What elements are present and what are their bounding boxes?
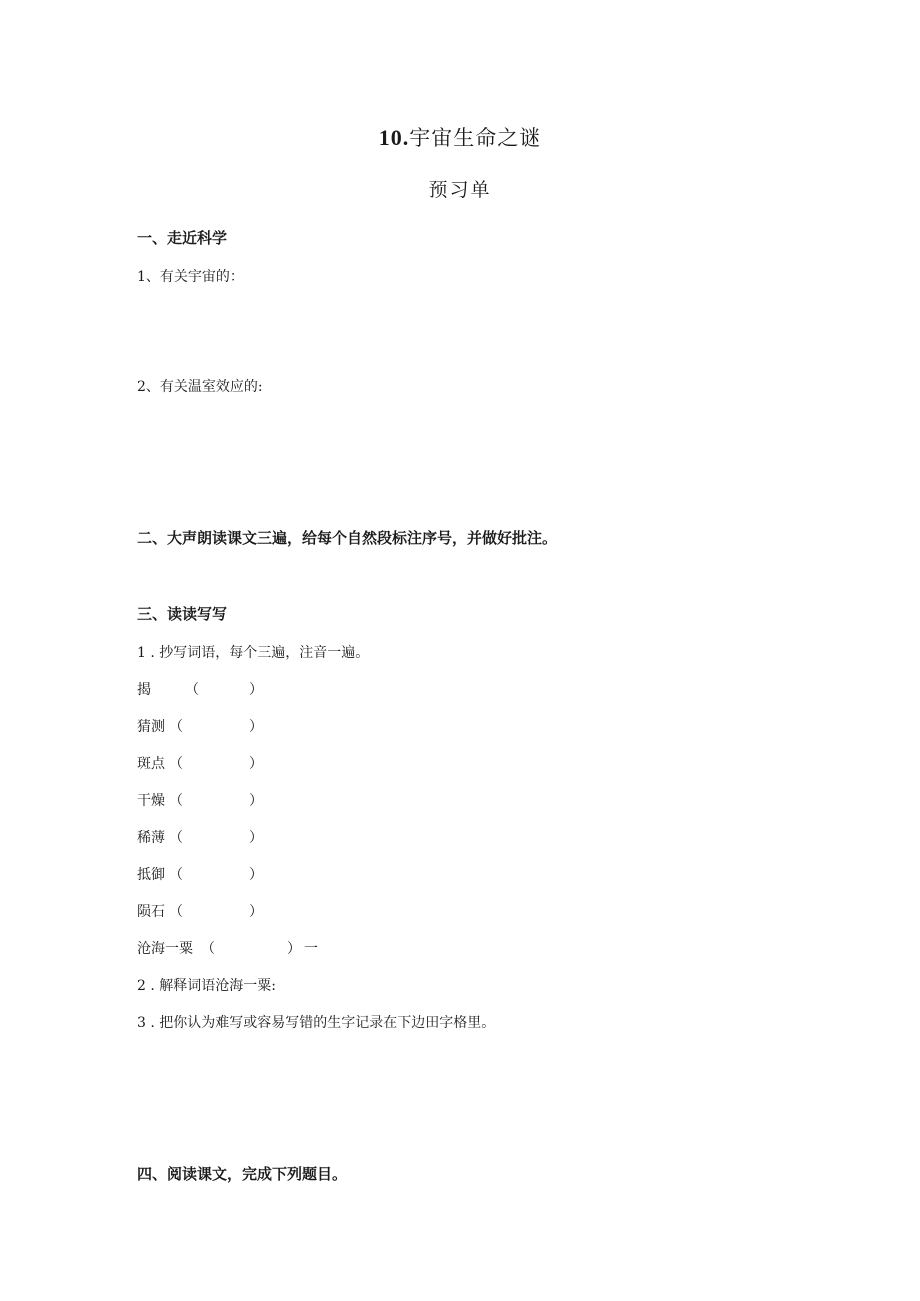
word-text: 抵御	[137, 867, 165, 883]
word-text: 陨石	[137, 904, 165, 920]
section-3-question-3: 3 . 把你认为难写或容易写错的生字记录在下边田字格里。	[137, 1015, 496, 1031]
pinyin-blank-close: ）	[249, 719, 263, 735]
pinyin-blank-close: ）	[287, 941, 301, 957]
word-text: 干燥	[137, 793, 165, 809]
pinyin-blank-open: （	[201, 941, 215, 957]
page-title	[0, 122, 920, 152]
section-2-heading: 二、大声朗读课文三遍，给每个自然段标注序号，并做好批注。	[137, 529, 558, 547]
pinyin-blank-open: （	[169, 867, 183, 883]
section-4-heading: 四、阅读课文，完成下列题目。	[137, 1165, 348, 1183]
pinyin-blank-open: （	[185, 682, 199, 698]
word-text: 稀薄	[137, 830, 165, 846]
section-3-heading: 三、读读写写	[137, 605, 228, 623]
word-text: 斑点	[137, 756, 165, 772]
pinyin-blank-open: （	[169, 793, 183, 809]
word-text: 沧海一粟	[137, 941, 193, 957]
word-text: 猜测	[137, 719, 165, 735]
section-1-item-2: 2、有关温室效应的:	[137, 379, 263, 395]
pinyin-blank-open: （	[169, 830, 183, 846]
title-text: 宇宙生命之谜	[409, 126, 542, 150]
pinyin-blank-close: ）	[249, 682, 263, 698]
page-subtitle: 预习单	[428, 179, 492, 201]
section-3-question-1: 1 . 抄写词语，每个三遍，注音一遍。	[137, 645, 370, 661]
section-1-heading: 一、走近科学	[137, 229, 228, 247]
word-tail-mark: 一	[304, 941, 318, 957]
pinyin-blank-close: ）	[249, 904, 263, 920]
pinyin-blank-close: ）	[249, 830, 263, 846]
section-1-item-1: 1、有关宇宙的：	[137, 269, 244, 285]
pinyin-blank-open: （	[169, 904, 183, 920]
pinyin-blank-open: （	[169, 719, 183, 735]
word-text: 揭	[137, 682, 151, 698]
pinyin-blank-close: ）	[249, 756, 263, 772]
pinyin-blank-open: （	[169, 756, 183, 772]
pinyin-blank-close: ）	[249, 793, 263, 809]
title-number: 10.	[378, 125, 410, 150]
pinyin-blank-close: ）	[249, 867, 263, 883]
section-3-question-2: 2 . 解释词语沧海一粟:	[137, 978, 276, 994]
